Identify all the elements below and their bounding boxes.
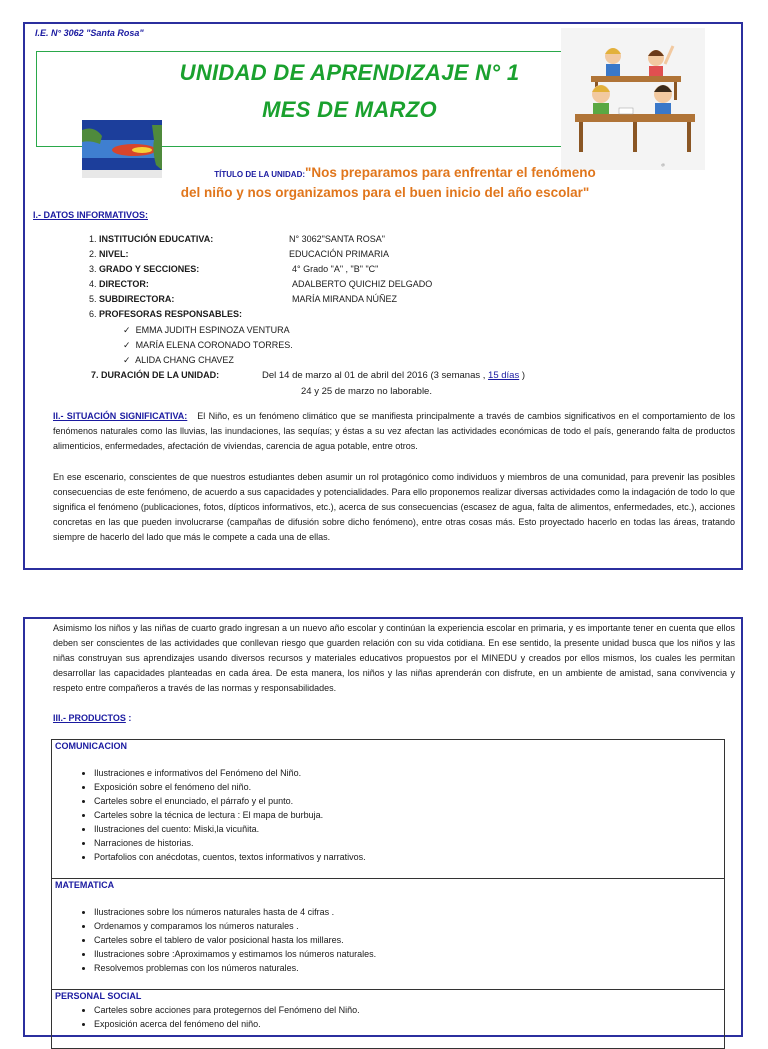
unit-title-line-2: del niño y nos organizamos para el buen inicio del año escolar" (180, 185, 590, 200)
list-item: • Carteles sobre el tablero de valor posicional hasta los millares. (94, 933, 376, 947)
info-num: 1. (89, 234, 97, 244)
category-title: MATEMATICA (55, 880, 115, 890)
info-num: 5. (89, 294, 97, 304)
unit-title-block (165, 164, 605, 202)
teacher-item (123, 340, 293, 351)
info-row (89, 234, 385, 244)
classroom-illustration (561, 28, 705, 170)
list-item: • Ordenamos y comparamos los números naturales . (94, 919, 376, 933)
info-row (89, 294, 397, 304)
info-label: INSTITUCIÓN EDUCATIVA: (99, 234, 214, 244)
checkmark-icon: ✓ (123, 355, 131, 365)
category-matematica (51, 878, 725, 990)
teacher-name: MARÍA ELENA CORONADO TORRES. (135, 340, 293, 350)
month-title: MES DE MARZO (262, 97, 437, 122)
info-num: 6. (89, 309, 97, 319)
category-title: PERSONAL SOCIAL (55, 991, 142, 1001)
info-label: PROFESORAS RESPONSABLES: (99, 309, 243, 319)
document-page-1 (23, 22, 743, 570)
product-list (76, 1003, 360, 1031)
info-value: N° 3062"SANTA ROSA" (289, 234, 385, 244)
info-row (89, 249, 389, 259)
info-label: DIRECTOR: (99, 279, 149, 289)
section-1-heading: I.- DATOS INFORMATIVOS: (33, 210, 148, 220)
section-2-heading: II.- SITUACIÓN SIGNIFICATIVA: (53, 411, 188, 421)
product-list (76, 905, 376, 975)
info-value: EDUCACIÓN PRIMARIA (289, 249, 390, 259)
info-value: MARÍA MIRANDA NÚÑEZ (292, 294, 398, 304)
info-label: GRADO Y SECCIONES: (99, 264, 200, 274)
school-header: I.E. N° 3062 "Santa Rosa" (35, 28, 144, 38)
list-item: • Exposición sobre el fenómeno del niño. (94, 780, 366, 794)
teacher-name: EMMA JUDITH ESPINOZA VENTURA (135, 325, 290, 335)
list-item: • Ilustraciones sobre :Aproximamos y estimamos los números naturales. (94, 947, 376, 961)
list-item: • Exposición acerca del fenómeno del niño. (94, 1017, 360, 1031)
section-3-colon: : (128, 713, 132, 723)
teacher-name: ALIDA CHANG CHAVEZ (135, 355, 234, 365)
category-personal-social (51, 989, 725, 1049)
list-item: • Carteles sobre acciones para protegernos del Fenómeno del Niño. (94, 1003, 360, 1017)
list-item: • Ilustraciones del cuento: Miski,la vicuñita. (94, 822, 366, 836)
duration-label (91, 370, 219, 380)
section-3-heading-row (53, 713, 131, 723)
duration-note: 24 y 25 de marzo no laborable. (301, 386, 432, 397)
checkmark-icon: ✓ (123, 340, 131, 350)
info-label: SUBDIRECTORA: (99, 294, 175, 304)
unit-title: UNIDAD DE APRENDIZAJE N° 1 (179, 60, 520, 85)
info-value: ADALBERTO QUICHIZ DELGADO (292, 279, 433, 289)
list-item: • Carteles sobre el enunciado, el párrafo y el punto. (94, 794, 366, 808)
info-num: 3. (89, 264, 97, 274)
section-3-heading: III.- PRODUCTOS (53, 713, 126, 723)
info-label: NIVEL: (99, 249, 129, 259)
unit-title-line-1: "Nos preparamos para enfrentar el fenómeno (305, 165, 596, 180)
unit-title-label: TÍTULO DE LA UNIDAD: (214, 170, 306, 179)
category-title: COMUNICACION (55, 741, 127, 751)
info-num: 4. (89, 279, 97, 289)
info-row (89, 309, 242, 319)
section-2-text-1: El Niño, es un fenómeno climático que se manifiesta principalmente a través de cambios significativos en el comportamiento de los fenómenos naturales como las lluvias, las inundaciones, las sequías; y éstas a su vez afectan las actividades económicas de todo el país, generando falta de productos alimenticios, enfermedades, afectación de viviendas, carencia de agua potable, entre otros. (53, 411, 735, 451)
list-item: • Ilustraciones e informativos del Fenómeno del Niño. (94, 766, 366, 780)
svg-text:@: @ (661, 162, 666, 167)
list-item: • Narraciones de historias. (94, 836, 366, 850)
document-page-2 (23, 617, 743, 1037)
duration-days-link[interactable]: 15 días (488, 370, 520, 381)
intro-paragraph: Asimismo los niños y las niñas de cuarto grado ingresan a un nuevo año escolar y continúan la experiencia escolar en primaria, y es importante tener en cuenta que ellos deben ser conscientes de las actividades que conllevan riesgo que guarden relación con su vida cotidiana. En ese sentido, la presente unidad busca que los niños y las niñas construyan sus aprendizajes usando diversos recursos y materiales educativos propuestos por el MINEDU y creados por ellos mismos, los cuales les permitan desarrollar las capacidades planteadas en cada área. De esta manera, los niños y las niñas aprenderán con disfrute, en un ambiente de amistad, sana convivencia y respeto entre compañeros a través de las normas y responsabilidades. (53, 623, 735, 693)
info-num: 2. (89, 249, 97, 259)
list-item: • Carteles sobre la técnica de lectura : El mapa de burbuja. (94, 808, 366, 822)
section-2-paragraph-2: En ese escenario, conscientes de que nuestros estudiantes deben asumir un rol protagónico como individuos y miembros de una comunidad, para prevenir las posibles consecuencias de este fenómeno, de acuerdo a sus capacidades y potencialidades. Para ello proponemos realizar diversas actividades como la indagación de todo lo que significa el fenómeno (publicaciones, fotos, dípticos informativos, etc.), acerca de sus consecuencias (escasez de agua, falta de alimentos, enfermedades, etc.), acciones concretas en las que pueden involucrarse (campañas de difusión sobre dicho fenómeno), entre otras cosas más. Esto proyectado hacerlo en todas las áreas, tratando siempre de hacerlo del lado que más le compete a cada una de ellas. (53, 472, 735, 542)
list-item: • Resolvemos problemas con los números naturales. (94, 961, 376, 975)
category-comunicacion (51, 739, 725, 879)
list-item: • Portafolios con anécdotas, cuentos, textos informativos y narrativos. (94, 850, 366, 864)
teacher-item (123, 325, 290, 336)
checkmark-icon: ✓ (123, 325, 131, 335)
info-row (89, 279, 432, 289)
teacher-item (123, 355, 234, 366)
section-2-paragraph-1 (53, 409, 735, 454)
duration-text: Del 14 de marzo al 01 de abril del 2016 (3 semanas , (262, 370, 486, 381)
list-item: • Ilustraciones sobre los números naturales hasta de 4 cifras . (94, 905, 376, 919)
climate-map-image (82, 120, 162, 178)
product-list (76, 766, 366, 864)
info-value: 4° Grado "A" , "B" "C" (292, 264, 379, 274)
duration-value (262, 370, 525, 381)
duration-text-end: ) (521, 370, 526, 381)
duration-label-text: 7. DURACIÓN DE LA UNIDAD: (91, 370, 220, 380)
info-row (89, 264, 378, 274)
